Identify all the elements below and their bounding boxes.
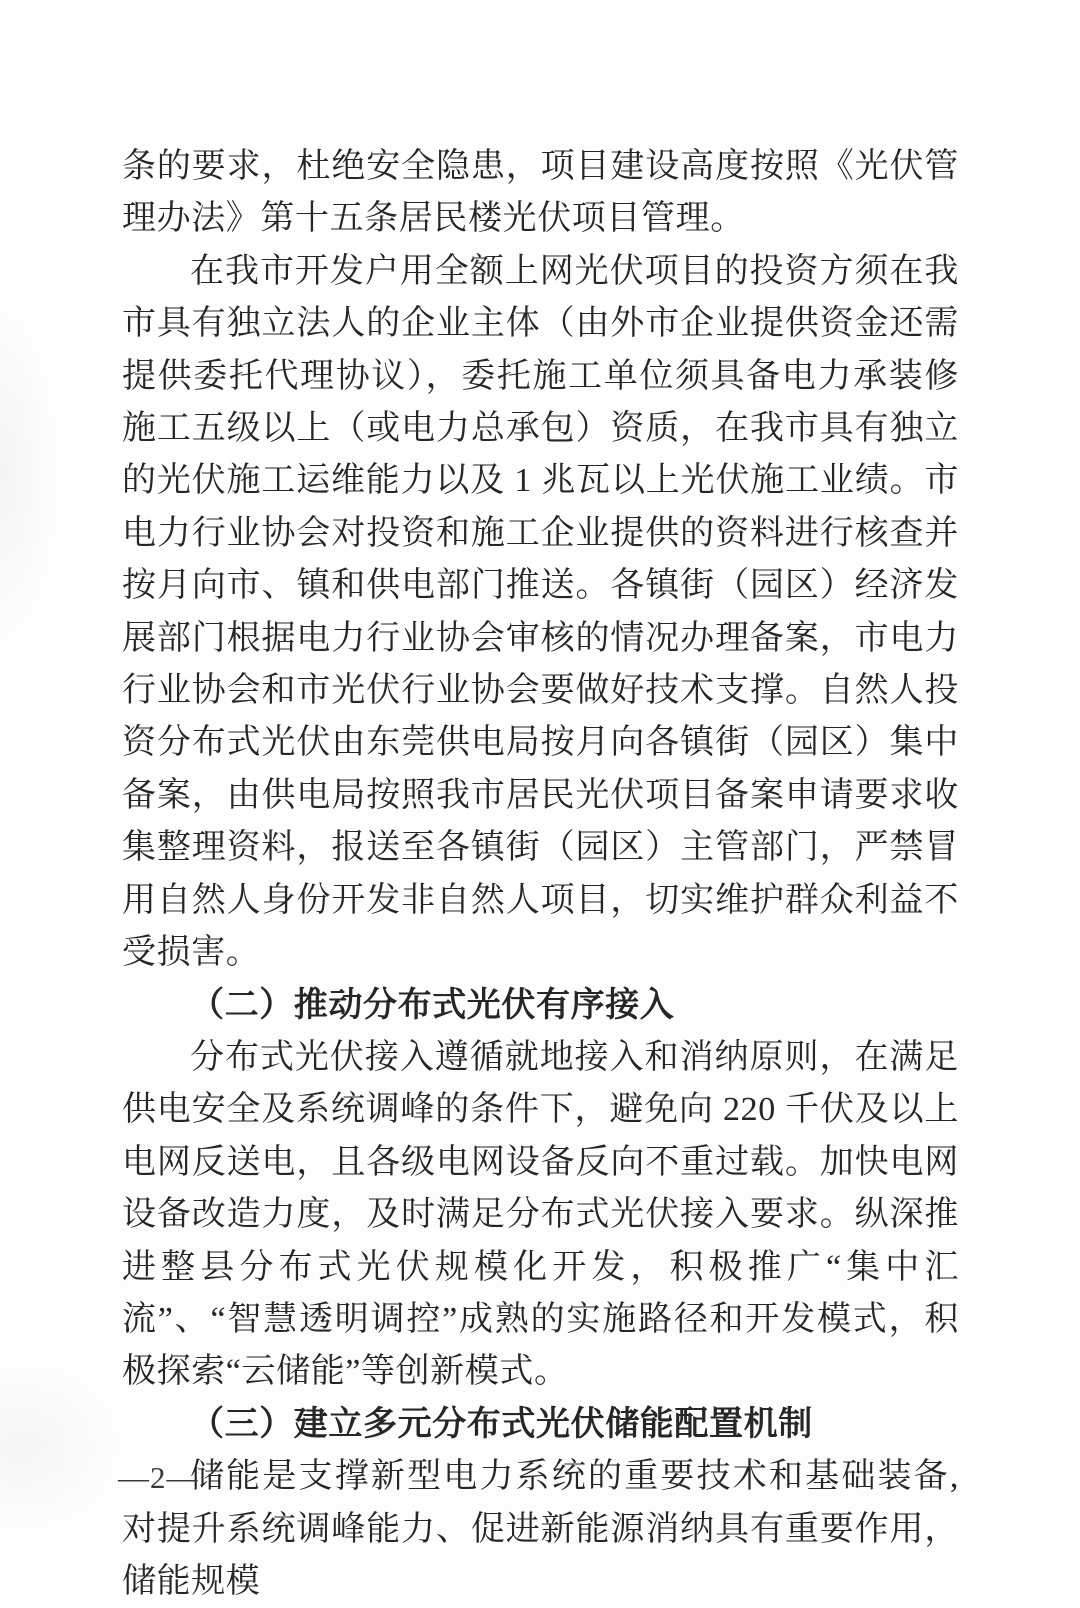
section-heading-3: （三）建立多元分布式光伏储能配置机制 (190, 1405, 813, 1443)
paragraph-continuation: 条的要求，杜绝安全隐患，项目建设高度按照《光伏管理办法》第十五条居民楼光伏项目管理。 (122, 148, 959, 238)
paragraph-grid-access: 分布式光伏接入遵循就地接入和消纳原则，在满足供电安全及系统调峰的条件下，避免向 220 千伏及以上电网反送电，且各级电网设备反向不重过载。加快电网设备改造力度，及时满足分布式光伏接入要求。纵深推进整县分布式光伏规模化开发，积极推广“集中汇流”、“智慧透明调控”成熟的实施路径和开发模式，积极探索“云储能”等创新模式。 (122, 1038, 959, 1391)
document-body (122, 141, 959, 1608)
section-heading-2: （二）推动分布式光伏有序接入 (190, 986, 675, 1024)
paragraph-investor-requirements: 在我市开发户用全额上网光伏项目的投资方须在我市具有独立法人的企业主体（由外市企业提供资金还需提供委托代理协议），委托施工单位须具备电力承装修施工五级以上（或电力总承包）资质，在我市具有独立的光伏施工运维能力以及 1 兆瓦以上光伏施工业绩。市电力行业协会对投资和施工企业提供的资料进行核查并按月向市、镇和供电部门推送。各镇街（园区）经济发展部门根据电力行业协会审核的情况办理备案，市电力行业协会和市光伏行业协会要做好技术支撑。自然人投资分布式光伏由东莞供电局按月向各镇街（园区）集中备案，由供电局按照我市居民光伏项目备案申请要求收集整理资料，报送至各镇街（园区）主管部门，严禁冒用自然人身份开发非自然人项目，切实维护群众利益不受损害。 (122, 252, 959, 972)
page-number: —2— (118, 1460, 199, 1495)
paragraph-energy-storage: 储能是支撑新型电力系统的重要技术和基础装备,对提升系统调峰能力、促进新能源消纳具有重要作用，储能规模 (122, 1458, 959, 1600)
